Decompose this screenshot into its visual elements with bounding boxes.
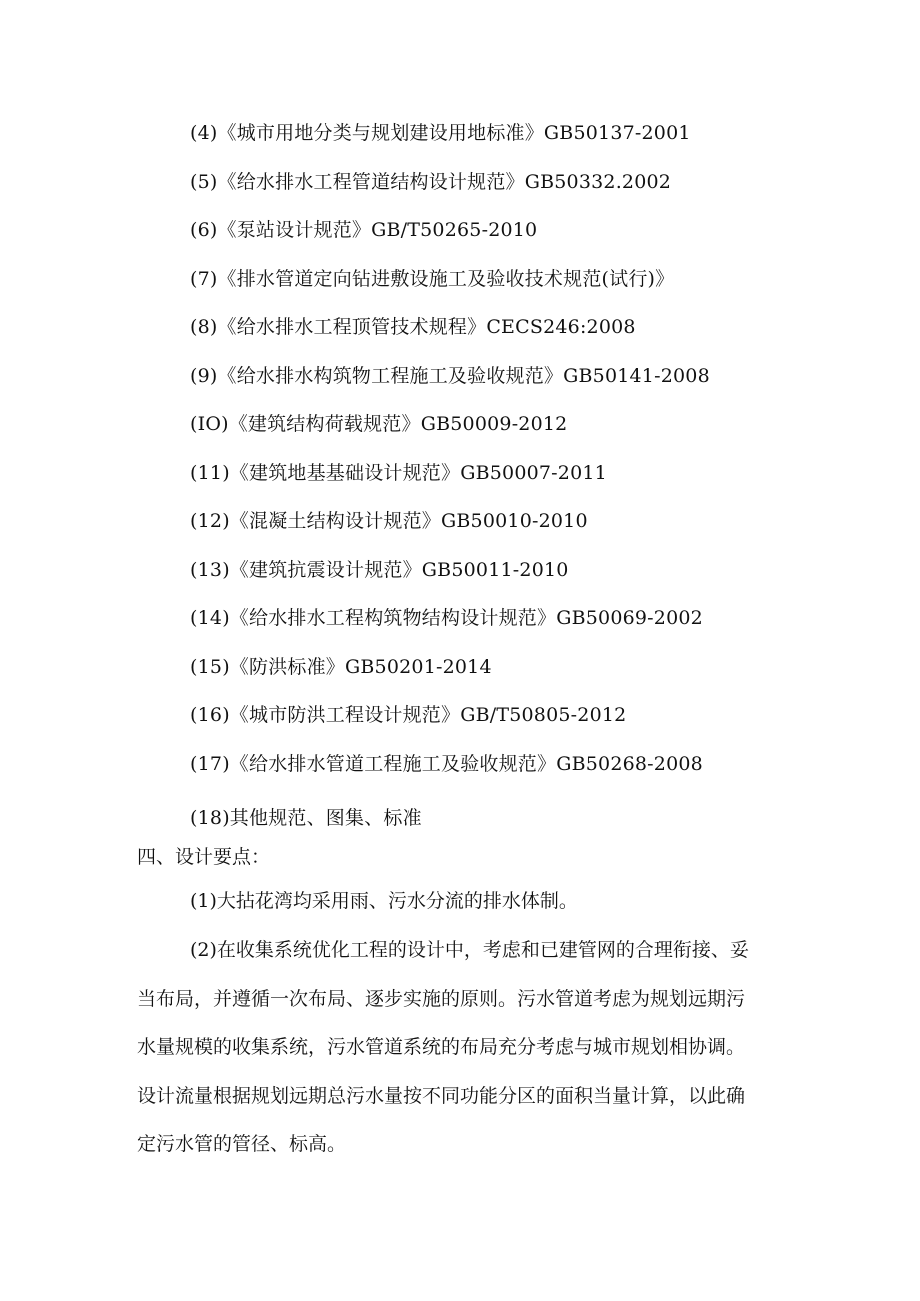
reference-item-9: (9)《给水排水构筑物工程施工及验收规范》GB50141-2008 — [190, 364, 710, 387]
reference-item-17: (17)《给水排水管道工程施工及验收规范》GB50268-2008 — [190, 752, 703, 775]
paragraph-line: 定污水管的管径、标高。 — [137, 1133, 347, 1155]
reference-item-10: (IO)《建筑结构荷载规范》GB50009-2012 — [190, 413, 568, 435]
reference-item-6: (6)《泵站设计规范》GB/T50265-2010 — [190, 219, 538, 241]
reference-item-5: (5)《给水排水工程管道结构设计规范》GB50332.2002 — [190, 170, 672, 193]
reference-standards-list — [190, 116, 830, 850]
reference-item-16: (16)《城市防洪工程设计规范》GB/T50805-2012 — [190, 704, 627, 726]
reference-item-8: (8)《给水排水工程顶管技术规程》CECS246:2008 — [190, 316, 636, 338]
paragraph-line: 水量规模的收集系统，污水管道系统的布局充分考虑与城市规划相协调。 — [137, 1036, 746, 1058]
reference-item-4: (4)《城市用地分类与规划建设用地标准》GB50137-2001 — [190, 122, 691, 144]
reference-item-12: (12)《混凝土结构设计规范》GB50010-2010 — [190, 510, 588, 532]
reference-item-18: (18)其他规范、图集、标准 — [190, 807, 422, 829]
reference-item-13: (13)《建筑抗震设计规范》GB50011-2010 — [190, 558, 569, 581]
design-point-2-paragraph — [137, 933, 797, 1176]
paragraph-line: 当布局，并遵循一次布局、逐步实施的原则。污水管道考虑为规划远期污 — [137, 987, 746, 1010]
reference-item-7: (7)《排水管道定向钻进敷设施工及验收技术规范(试行)》 — [190, 267, 675, 290]
reference-item-11: (11)《建筑地基基础设计规范》GB50007-2011 — [190, 461, 607, 484]
paragraph-line: (2)在收集系统优化工程的设计中，考虑和已建管网的合理衔接、妥 — [190, 939, 749, 961]
reference-item-15: (15)《防洪标准》GB50201-2014 — [190, 655, 492, 678]
paragraph-line: 设计流量根据规划远期总污水量按不同功能分区的面积当量计算，以此确 — [137, 1084, 746, 1107]
section-heading-design-points: 四、设计要点： — [137, 846, 271, 868]
design-point-1: (1)大拈花湾均采用雨、污水分流的排水体制。 — [190, 890, 578, 912]
reference-item-14: (14)《给水排水工程构筑物结构设计规范》GB50069-2002 — [190, 607, 703, 629]
